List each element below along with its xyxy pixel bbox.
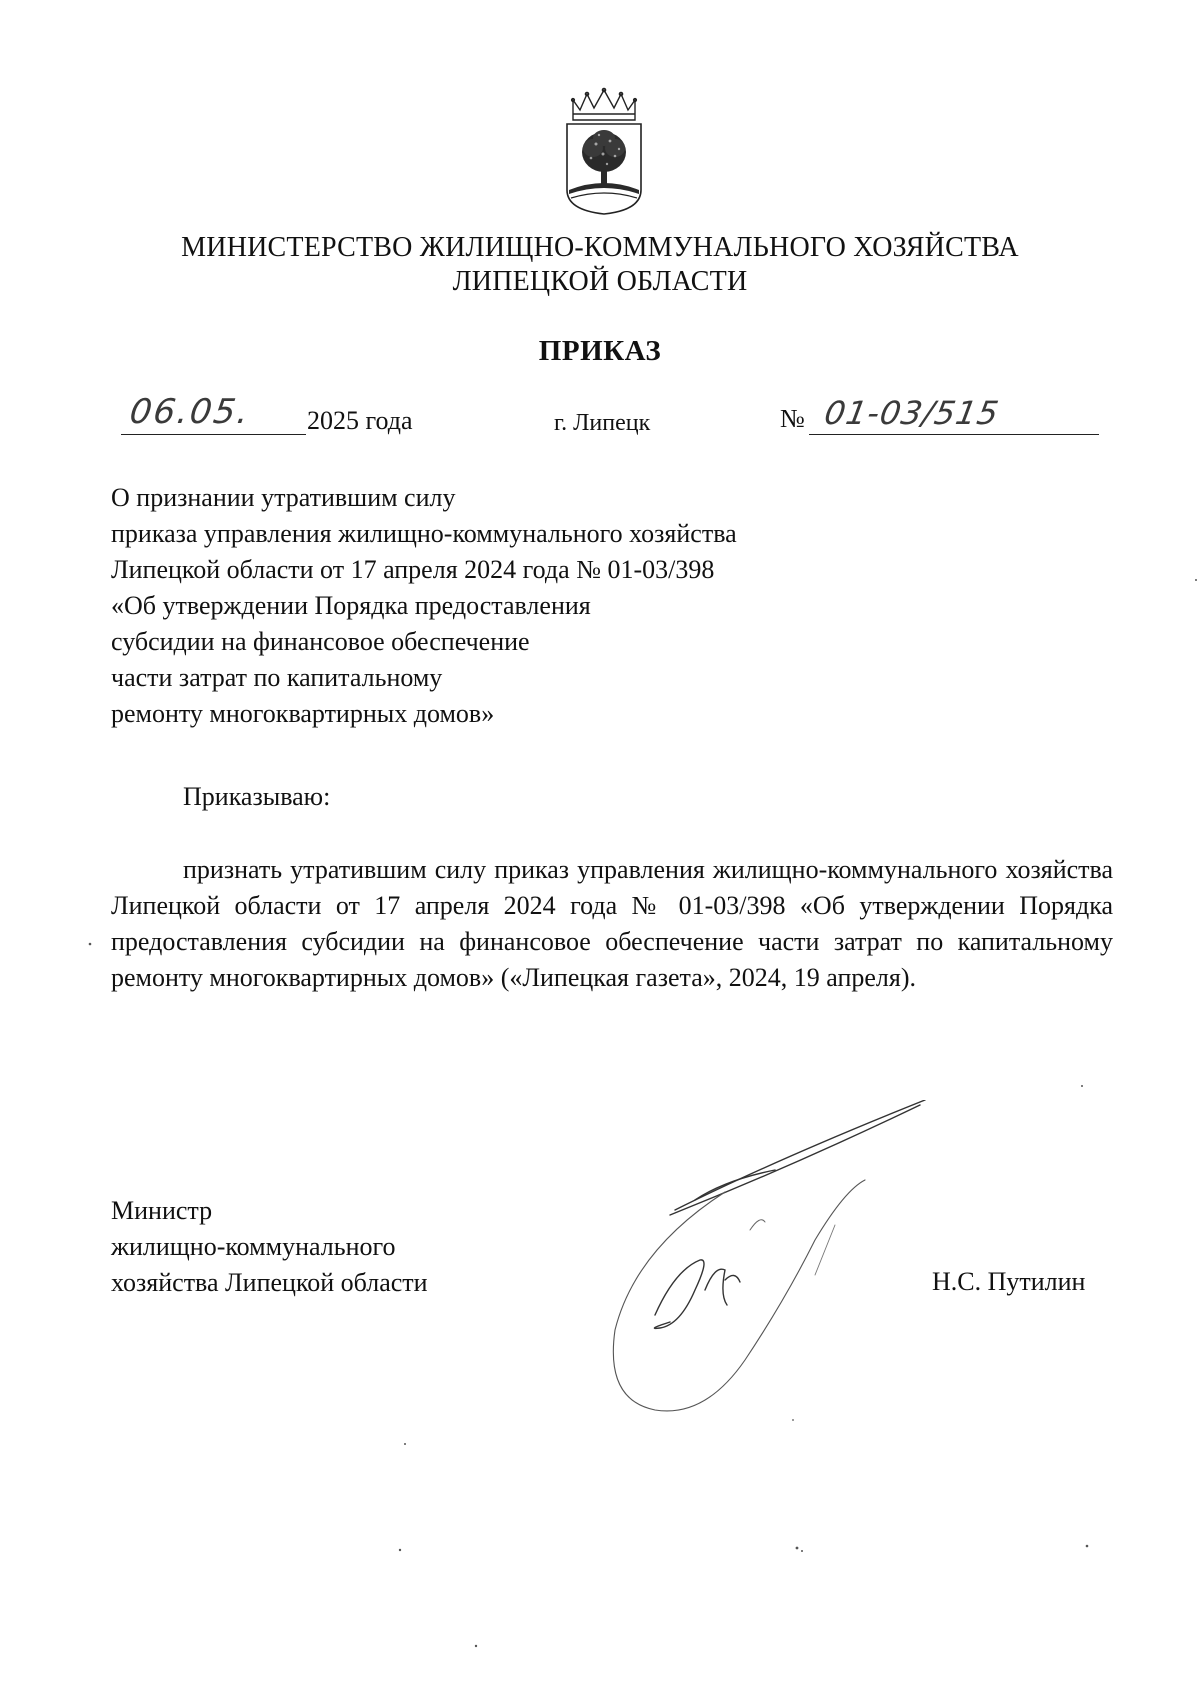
position-line: жилищно-коммунального [111, 1232, 396, 1261]
position-line: Министр [111, 1196, 213, 1225]
order-body-text: признать утратившим силу приказ управления жилищно-коммунального хозяйства Липецкой области от 17 апреля 2024 года № 01-03/398 «Об утверждении Порядка предоставления субсидии на финансовое обеспечение части затрат по капитальному ремонту многоквартирных домов» («Липецкая газета», 2024, 19 апреля). [111, 855, 1113, 992]
subject-line: части затрат по капитальному [111, 663, 443, 692]
ministry-name-line1: МИНИСТЕРСТВО ЖИЛИЩНО-КОММУНАЛЬНОГО ХОЗЯЙСТВА [181, 232, 1019, 263]
position-line: хозяйства Липецкой области [111, 1268, 428, 1297]
subject-line: ремонту многоквартирных домов» [111, 699, 495, 728]
subject-line: О признании утратившим силу [111, 483, 456, 512]
number-sign: № [780, 404, 805, 433]
subject-line: Липецкой области от 17 апреля 2024 года № 01-03/398 [111, 555, 715, 584]
document-subject [111, 480, 737, 732]
handwritten-date: 06.05. [127, 392, 253, 432]
document-city: г. Липецк [554, 410, 651, 436]
lipetsk-coat-of-arms-icon [563, 86, 645, 216]
order-directive-word: Приказываю: [183, 782, 331, 811]
handwritten-signature [575, 1100, 935, 1430]
signatory-position [111, 1193, 428, 1301]
subject-line: «Об утверждении Порядка предоставления [111, 591, 591, 620]
document-year: 2025 года [307, 406, 413, 435]
subject-line: приказа управления жилищно-коммунального хозяйства [111, 519, 737, 548]
handwritten-order-number: 01-03/515 [821, 394, 1003, 432]
number-underline [809, 434, 1099, 435]
date-underline [121, 434, 306, 435]
subject-line: субсидии на финансовое обеспечение [111, 627, 530, 656]
document-type-title: ПРИКАЗ [538, 335, 662, 367]
ministry-name-line2: ЛИПЕЦКОЙ ОБЛАСТИ [452, 266, 748, 297]
signer-name: Н.С. Путилин [932, 1267, 1086, 1296]
